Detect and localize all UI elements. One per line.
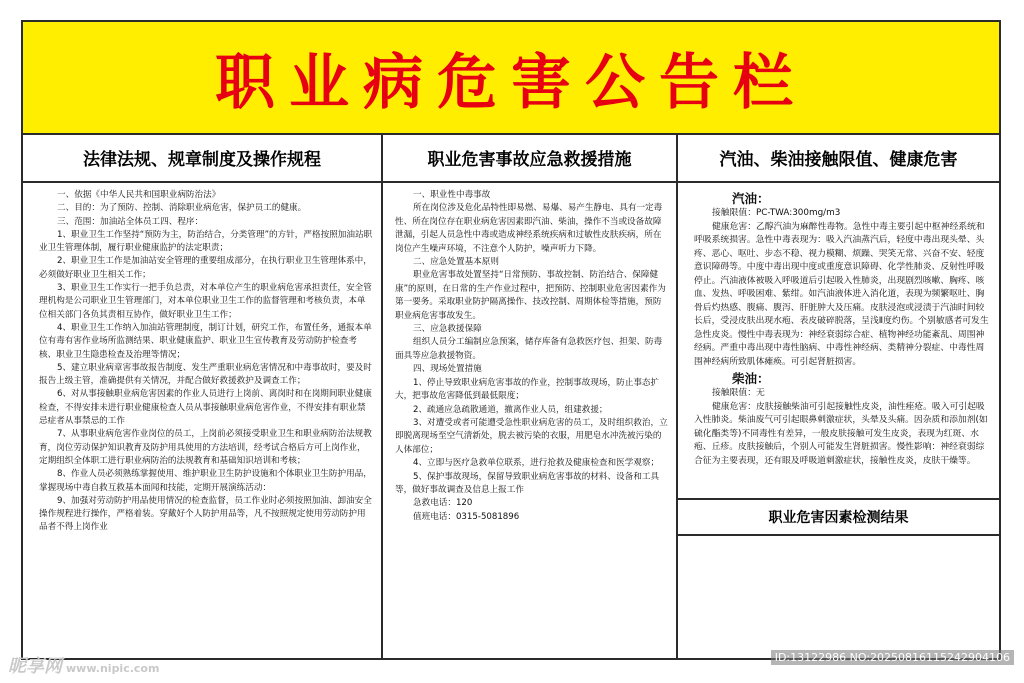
emergency-line: 2、疏通应急疏散通道，撤离作业人员，组建救援； [413,404,608,415]
notice-board [21,20,1001,660]
regulations-body [23,183,381,535]
gasoline-limit: 接触限值：PC-TWA:300mg/m3 [712,208,841,218]
emergency-section-title: 一、职业性中毒事故 [413,190,491,200]
regulation-line: 9、加强对劳动防护用品使用情况的检查监督，员工作业时必须按照加油、卸油安全操作规程进行操作，严格着装。穿戴好个人防护用品等，凡不按照规定使用劳动防护用品者不得上岗作业 [39,495,372,533]
regulation-line: 二、目的：为了预防、控制、消除职业病危害，保护员工的健康。 [57,203,307,214]
regulation-line: 一、依据《中华人民共和国职业病防治法》 [57,190,221,200]
gasoline-hazard: 健康危害：乙醇汽油为麻醉性毒物。急性中毒主要引起中枢神经系统和呼吸系统损害。急性中毒表现为：吸入汽油蒸汽后，轻度中毒出现头晕、头疼、恶心、呕吐、步态不稳、视力模糊、烦躁、哭笑无常、兴奋不安、轻度意识障碍等。中度中毒出现中度或重度意识障碍、化学性肺炎、反射性呼吸停止。汽油液体被吸入呼吸道后引起吸入性肺炎，出现剧烈咳嗽、胸疼、咳血、发热、呼吸困难、紫绀。如汽油液体进入消化道，表现为频繁呕吐、胸骨后灼热感、腹痛、腹泻、肝脏肿大及压痛。皮肤浸泡或浸渍于汽油时间较长后，受浸皮肤出现水疱、表皮破碎脱落，呈浅Ⅱ度灼伤。个别敏感者可发生急性皮炎。慢性中毒表现为：神经衰弱综合症、植物神经功能紊乱、周围神经病。严重中毒出现中毒性脑病、中毒性神经病、类精神分裂症、中毒性周围神经病所致肌体瘫痪。可引起肾脏损害。 [694,221,989,367]
column-heading-regulations: 法律法规、规章制度及操作规程 [23,133,381,183]
regulation-line: 1、职业卫生工作坚持“预防为主，防治结合，分类管理”的方针，严格按照加油站职业卫生管理体制，履行职业健康监护的法定职责； [39,229,373,254]
emergency-line: 值班电话：0315-5081896 [413,511,520,522]
regulation-line: 6、对从事接触职业病危害因素的作业人员进行上岗前、离岗时和在岗期间职业健康检查，不得安排未进行职业健康检查人员从事接触职业病危害作业，不得安排有职业禁忌症者从事禁忌的工作 [39,389,372,427]
emergency-body [383,183,676,524]
emergency-line: 急救电话：120 [413,498,473,509]
hazards-body [678,183,999,468]
emergency-line: 所在岗位涉及危化品特性即易燃、易爆、易产生静电、具有一定毒性、所在岗位存在职业病危害因素即汽油、柴油，操作不当或设备故障泄漏，引起人员急性中毒或造成神经系统疾病和过敏性皮肤疾病，所在岗位产生噪声环境，不注意个人防护，噪声听力下降。 [395,203,663,254]
emergency-line: 4、立即与医疗急救单位联系，进行抢救及健康检查和医学观察； [413,458,660,469]
column-hazards [678,133,999,658]
column-heading-emergency: 职业危害事故应急救援措施 [383,133,676,183]
regulation-line: 4、职业卫生工作纳入加油站管理制度，制订计划，研究工作，布置任务，通报本单位有毒有害作业场所监测结果、职业健康监护、职业卫生宣传教育及劳动防护检查考核、职业卫生隐患检查及治理等情况； [39,322,372,360]
regulation-line: 7、从事职业病危害作业岗位的员工，上岗前必须接受职业卫生和职业病防治法规教育，岗位劳动保护知识教育及防护用具使用的方法培训，经考试合格后方可上岗作业，定期组织全体职工进行职业病防治的法规教育和基础知识培训和考核； [39,429,372,466]
watermark-site: 昵享网 [8,656,62,677]
emergency-line: 5、保护事故现场，保留导致职业病危害事故的材料、设备和工具等，做好事故调查及信息上报工作 [395,471,660,495]
gasoline-title: 汽油： [732,191,770,206]
title-bar [23,22,999,135]
column-regulations [23,133,383,658]
detection-result-heading: 职业危害因素检测结果 [678,498,999,536]
page-title: 职业病危害公告栏 [215,47,807,118]
regulation-line: 8、作业人员必须熟练掌握使用、维护职业卫生防护设施和个体职业卫生防护用品，掌握现场中毒自救互救基本面闻和技能，定期开展演练活动： [39,469,372,493]
regulation-line: 2、职业卫生工作是加油站安全管理的重要组成部分，在执行职业卫生管理体系中，必须做好职业卫生相关工作； [39,256,372,280]
emergency-line: 组织人员分工编制应急预案，储存库备有急救医疗包、担架、防毒面具等应急救援物资。 [395,337,663,361]
column-heading-hazards: 汽油、柴油接触限值、健康危害 [678,133,999,183]
regulation-line: 3、职业卫生工作实行一把手负总责，对本单位产生的职业病危害承担责任，安全管理机构是公司职业卫生管理部门，对本单位职业卫生工作的监督管理和考核负责，本单位相关部门各负其责相互协作，做好职业卫生工作； [39,283,372,320]
emergency-section-title: 二、应急处置基本原则 [413,257,499,268]
emergency-line: 3、对遭受或者可能遭受急性职业病危害的员工，及时组织救治，立即脱离现场至空气清新处，脱去被污染的衣服，用肥皂水冲洗被污染的人体部位； [395,417,668,455]
watermark-id: ID:13122986 NO:20250816115242904106 [771,650,1014,665]
emergency-line: 1、停止导致职业病危害事故的作业，控制事故现场，防止事态扩大，把事故危害降低到最低限度； [395,377,660,402]
watermark-logo [8,652,159,678]
emergency-section-title: 四、现场处置措施 [413,364,482,375]
watermark-url: www.nipic.com [66,662,160,675]
diesel-hazard: 健康危害：皮肤接触柴油可引起接触性皮炎，油性痤疮。吸入可引起吸入性肺炎。柴油废气可引起眼鼻刺激症状，头晕及头痛。因杂质和添加剂(如硫化酯类等)不同毒性有差异，一般皮肤接触可发生皮炎，表现为红斑、水疱、丘疹。皮肤接触后，个别人可能发生肾脏损害。慢性影响：神经衰弱综合征为主要表现，还有眼及呼吸道刺激症状，接触性皮炎，皮肤干燥等。 [694,401,988,466]
regulation-line: 三、范围：加油站全体员工四、程序： [57,216,204,227]
column-emergency [383,133,678,658]
emergency-line: 职业危害事故处置坚持“日常预防、事故控制、防治结合、保障健康”的原则，在日常的生产作业过程中，把预防、控制职业危害因素作为第一要务。采取职业防护隔离操作、技改控制、周期体检等措施，预防职业病危害事故发生。 [395,270,666,321]
regulation-line: 5、建立职业病章害事故报告制度、发生严重职业病危害情况和中毒事故时，要及时报告上级主管，准确提供有关情况，并配合做好救援救护及调查工作； [39,362,372,387]
emergency-section-title: 三、应急救援保障 [413,324,482,335]
diesel-title: 柴油： [732,371,770,386]
diesel-limit: 接触限值：无 [712,388,765,398]
